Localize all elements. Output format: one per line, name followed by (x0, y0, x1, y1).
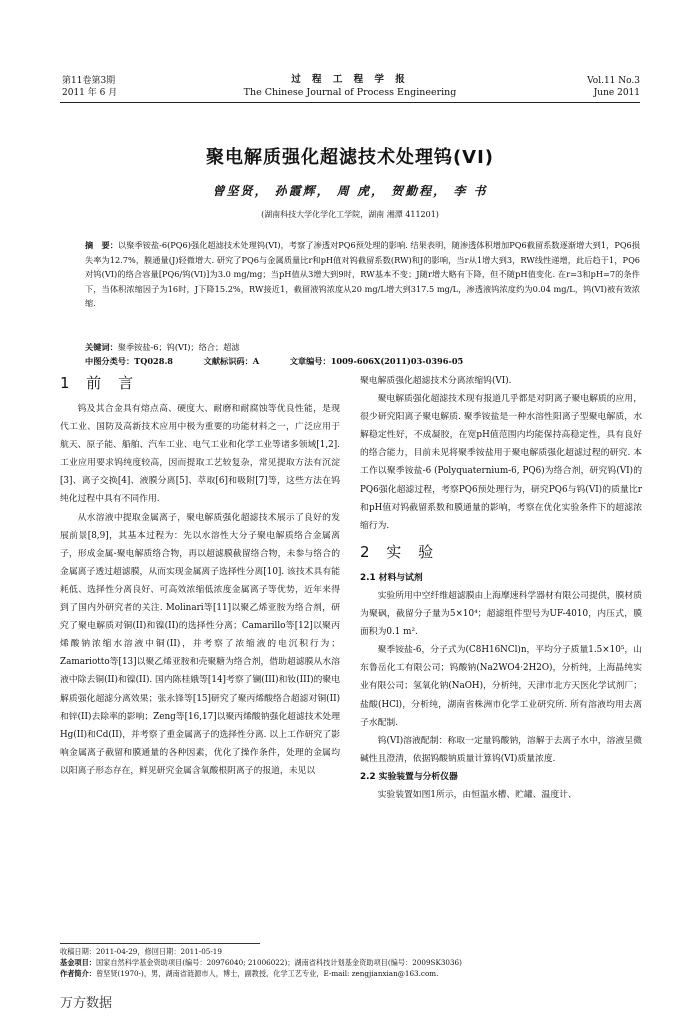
left-column (60, 372, 340, 780)
classification-line (85, 354, 640, 368)
journal-name-en: The Chinese Journal of Process Engineering (243, 87, 457, 98)
author-text: 曾坚贤(1970-)，男，湖南省涟源市人，博士，副教授，化学工艺专业，E-mail: zengjianxian@163.com. (95, 969, 439, 978)
header-date: 2011 年 6 月 (62, 88, 118, 98)
keywords-label: 关键词： (85, 342, 118, 352)
sec22-paragraph-1: 实验装置如图1所示，由恒温水槽、贮罐、温度计、 (377, 789, 577, 800)
keywords (85, 340, 640, 354)
clc-label: 中图分类号： (85, 356, 135, 366)
abstract (85, 238, 640, 311)
article-affiliation: (湖南科技大学化学化工学院，湖南 湘潭 411201) (261, 210, 439, 219)
header-vol-en (587, 75, 640, 99)
section-1-heading: 1 前 言 (60, 374, 140, 392)
footnote (60, 946, 640, 979)
header-month: June 2011 (593, 88, 640, 98)
footnote-received: 收稿日期：2011-04-29，修回日期：2011-05-19 (60, 947, 222, 956)
fund-label: 基金项目： (60, 958, 96, 967)
header-divider (60, 102, 640, 103)
abstract-label: 摘 要： (85, 240, 118, 250)
section-2-heading: 2 实 验 (360, 542, 440, 561)
sec21-paragraph-2: 聚季铵盐-6，分子式为(C8H16NCl)n，平均分子质量1.5×10⁵，山东鲁岳化工有限公司；钨酸钠(Na2WO4·2H2O)，分析纯，上海晶纯实业有限公司；氢氧化钠(NaOH)，分析纯，天津市北方天医化学试剂厂；盐酸(HCl)，分析纯，湖南省株洲市化学工业研究所. 所有溶液均用去离子水配制. (360, 645, 642, 728)
doc-code-value: A (252, 356, 260, 366)
article-no-value: 1009-606X(2011)03-0396-05 (330, 356, 464, 366)
watermark: 万方数据 (60, 996, 113, 1011)
article-title: 聚电解质强化超滤技术处理钨(VI) (205, 147, 495, 168)
footnote-divider (60, 943, 260, 944)
right-column (360, 372, 642, 804)
footnote-author (60, 968, 640, 979)
sec1-paragraph-3: 聚电解质强化超滤技术现有报道几乎都是对阴离子聚电解质的应用，很少研究阳离子聚电解质. 聚季铵盐是一种水溶性阳离子型聚电解质，水解稳定性好，不成凝胶，在宽pH值范围内均能保持高稳定性，具有良好的络合能力，目前未见将聚季铵盐用于聚电解质强化超滤过程的研究. 本工作以聚季铵盐-6 (Polyquaternium-6, PQ6)为络合剂，研究钨(VI)的PQ6强化超滤过程，考察PQ6预处理行为，研究PQ6与钨(VI)的质量比r和pH值对钨截留系数和膜通量的影响，考察在优化实验条件下的超滤浓缩行为. (360, 394, 642, 531)
author-label: 作者简介： (60, 969, 96, 978)
sec1-paragraph-2-cont: 聚电解质强化超滤技术分离浓缩钨(VI). (360, 376, 512, 386)
header-vol-no: Vol.11 No.3 (587, 76, 640, 86)
article-no-label: 文章编号： (289, 356, 331, 366)
sec21-paragraph-3: 钨(VI)溶液配制：称取一定量钨酸钠，溶解于去离子水中，溶液呈微碱性且澄清，依据钨酸钠质量计算钨(VI)质量浓度. (360, 735, 642, 764)
subsection-2-2-heading: 2.2 实验装置与分析仪器 (360, 771, 458, 782)
doc-code-label: 文献标识码： (203, 356, 253, 366)
subsection-2-1-heading: 2.1 材料与试剂 (360, 572, 423, 583)
sec1-paragraph-2: 从水溶液中提取金属离子，聚电解质强化超滤技术展示了良好的发展前景[8,9]，其基本过程为：先以水溶性大分子聚电解质络合金属离子，形成金属-聚电解质络合物，再以超滤膜截留络合物，未参与络合的金属离子透过超滤膜，从而实现金属离子选择性分离[10]. 该技术具有能耗低、选择性分离良好、可高效浓缩低浓度金属离子等优势，近年来得到了国内外研究者的关注. Molinari等[11]以聚乙烯亚胺为络合剂，研究了聚电解质对铜(II)和镍(II)的选择性分离；Camarillo等[12]以聚丙烯酸钠浓缩水溶液中铜(II)，并考察了浓缩液的电沉积行为；Zamariotto等[13]以聚乙烯亚胺和壳聚糖为络合剂，借助超滤膜从水溶液中除去铜(II)和镍(II). 国内陈桂娥等[14]考察了镧(III)和钕(III)的聚电解质强化超滤分离效果；张永锋等[15]研究了聚丙烯酸络合超滤对铜(II)和锌(II)去除率的影响；Zeng等[16,17]以聚丙烯酸钠强化超滤技术处理Hg(II)和Cd(II)，并考察了重金属离子的选择性分离. 以上工作研究了影响金属离子截留和膜通量的各种因素，优化了操作条件，处理的金属均以阳离子形态存在，鲜见研究金属含氧酸根阴离子的报道，未见以 (60, 512, 340, 776)
fund-text: 国家自然科学基金资助项目(编号：20976040; 21006022)；湖南省科技计划基金资助项目(编号：2009SK3036) (95, 958, 462, 967)
abstract-text: 以聚季铵盐-6(PQ6)强化超滤技术处理钨(VI)，考察了渗透对PQ6预处理的影响. 结果表明，随渗透体积增加PQ6截留系数逐渐增大到1，PQ6损失率为12.7%，膜通量(J)轻微增大. 研究了PQ6与金属质量比r和pH值对钨截留系数(RW)和J的影响，当r从1增大到3，RW线性递增，此后趋于1，PQ6对钨(VI)的络合容量[PQ6/钨(VI)]为3.0 mg/mg；当pH值从3增大到9时，RW基本不变；J随r增大略有下降，但不随pH值变化. 在r=3和pH=7的条件下，当体积浓缩因子为16时，J下降15.2%，RW接近1，截留液钨浓度从20 mg/L增大到317.5 mg/L，渗透液钨浓度约为0.04 mg/L，钨(VI)被有效浓缩. (85, 240, 640, 308)
article-authors: 曾坚贤， 孙霞辉， 周 虎， 贺勤程， 李 书 (212, 184, 488, 198)
header-journal (200, 73, 500, 99)
journal-name-cn: 过 程 工 程 学 报 (291, 74, 409, 85)
header-volume: 第11卷第3期 (62, 76, 116, 86)
sec1-paragraph-1: 钨及其合金具有熔点高、硬度大、耐磨和耐腐蚀等优良性能，是现代工业、国防及高新技术应用中极为重要的功能材料之一，广泛应用于航天、原子能、船舶、汽车工业、电气工业和化学工业等诸多领域[1,2]. 工业应用要求钨纯度较高，因而提取工艺较复杂，常见提取方法有沉淀[3]、离子交换[4]、液膜分离[5]、萃取[6]和吸附[7]等，这些方法在钨纯化过程中具有不同作用. (60, 404, 340, 505)
sec21-paragraph-1: 实验所用中空纤维超滤膜由上海摩速科学器材有限公司提供，膜材质为聚砜，截留分子量为5×10⁴；超滤组件型号为UF-4010，内压式，膜面积为0.1 m². (360, 590, 642, 638)
footnote-fund (60, 957, 640, 968)
clc-value: TQ028.8 (134, 356, 174, 366)
header-volume-issue (62, 75, 117, 99)
keywords-text: 聚季铵盐-6；钨(VI)；络合；超滤 (117, 342, 240, 352)
